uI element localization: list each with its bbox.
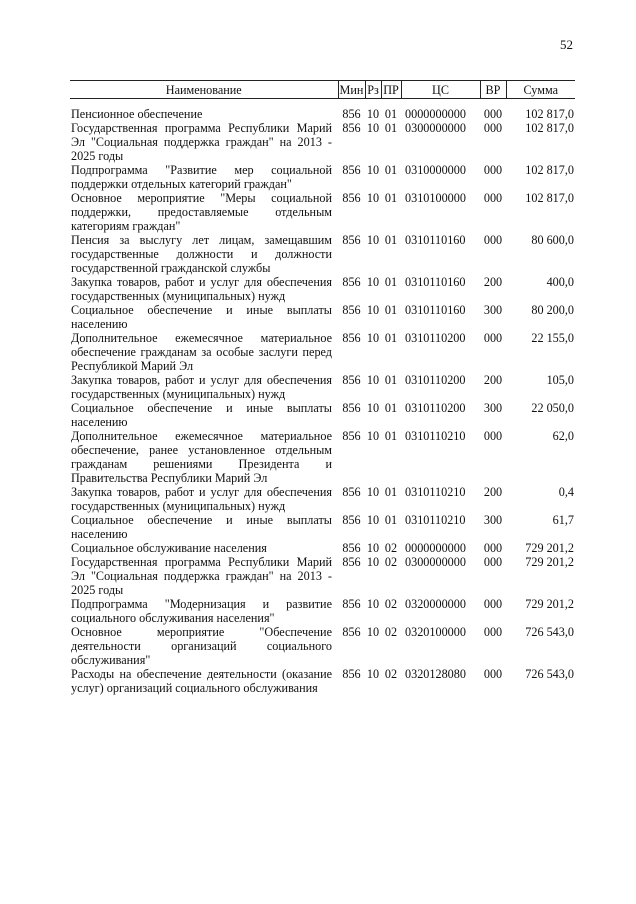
cell-pr: 01 [384,401,398,415]
cell-name: Пенсионное обеспечение [71,107,203,121]
cell-cs: 0310110210 [405,429,466,443]
table-row [70,401,575,429]
cell-pr: 02 [384,597,398,611]
cell-rz: 10 [366,191,380,205]
cell-name: Закупка товаров, работ и услуг для обеспечения государственных (муниципальных) нужд [71,485,332,513]
cell-cs: 0310000000 [405,163,466,177]
cell-rz: 10 [366,513,380,527]
cell-name: Социальное обеспечение и иные выплаты населению [71,401,332,429]
cell-vr: 000 [483,541,503,555]
cell-name: Социальное обеспечение и иные выплаты населению [71,303,332,331]
cell-min: 856 [342,597,361,611]
cell-sum: 102 817,0 [525,107,574,121]
cell-sum: 102 817,0 [525,163,574,177]
cell-cs: 0320000000 [405,597,466,611]
cell-vr: 000 [483,555,503,569]
cell-pr: 01 [384,373,398,387]
cell-pr: 01 [384,303,398,317]
cell-cs: 0310110160 [405,233,466,247]
cell-name: Основное мероприятие "Обеспечение деятельности организаций социального обслуживания" [71,625,332,667]
cell-vr: 000 [483,191,503,205]
cell-vr: 200 [483,485,503,499]
cell-name: Социальное обеспечение и иные выплаты населению [71,513,332,541]
table-row [70,625,575,667]
table-row [70,597,575,625]
cell-vr: 000 [483,625,503,639]
cell-min: 856 [342,541,361,555]
cell-name: Государственная программа Республики Марий Эл "Социальная поддержка граждан" на 2013 - 2025 годы [71,121,332,163]
cell-cs: 0310110210 [405,513,466,527]
cell-cs: 0300000000 [405,121,466,135]
table-row [70,275,575,303]
cell-min: 856 [342,303,361,317]
cell-pr: 01 [384,233,398,247]
cell-min: 856 [342,667,361,681]
table-row [70,121,575,163]
cell-min: 856 [342,163,361,177]
cell-rz: 10 [366,667,380,681]
cell-rz: 10 [366,625,380,639]
table-row [70,303,575,331]
header-name: Наименование [70,81,338,99]
cell-sum: 61,7 [552,513,574,527]
cell-min: 856 [342,625,361,639]
cell-name: Дополнительное ежемесячное материальное обеспечение, ранее установленное отдельным гражданам решениями Президента и Правительства Республики Марий Эл [71,429,332,485]
cell-sum: 102 817,0 [525,121,574,135]
cell-sum: 726 543,0 [525,667,574,681]
cell-min: 856 [342,191,361,205]
cell-min: 856 [342,107,361,121]
cell-cs: 0310110200 [405,401,466,415]
cell-pr: 01 [384,163,398,177]
cell-name: Социальное обслуживание населения [71,541,267,555]
cell-vr: 000 [483,597,503,611]
cell-vr: 300 [483,513,503,527]
cell-sum: 102 817,0 [525,191,574,205]
cell-rz: 10 [366,163,380,177]
budget-table [70,80,575,695]
header-cs: ЦС [401,81,480,99]
header-rz: Рз [365,81,381,99]
cell-rz: 10 [366,555,380,569]
cell-rz: 10 [366,331,380,345]
header-min: Мин [338,81,365,99]
cell-name: Расходы на обеспечение деятельности (оказание услуг) организаций социального обслуживания [71,667,332,695]
cell-min: 856 [342,233,361,247]
cell-pr: 01 [384,513,398,527]
cell-pr: 01 [384,275,398,289]
cell-pr: 01 [384,485,398,499]
cell-name: Подпрограмма "Развитие мер социальной поддержки отдельных категорий граждан" [71,163,332,191]
cell-min: 856 [342,555,361,569]
cell-min: 856 [342,331,361,345]
cell-cs: 0320100000 [405,625,466,639]
table-row [70,233,575,275]
table-row [70,163,575,191]
cell-min: 856 [342,373,361,387]
table-row [70,485,575,513]
table-row [70,331,575,373]
cell-sum: 22 050,0 [531,401,574,415]
cell-rz: 10 [366,107,380,121]
cell-vr: 300 [483,303,503,317]
table-header [70,81,575,108]
cell-vr: 000 [483,667,503,681]
cell-cs: 0000000000 [405,107,466,121]
cell-sum: 729 201,2 [525,541,574,555]
cell-rz: 10 [366,541,380,555]
cell-sum: 22 155,0 [531,331,574,345]
cell-sum: 0,4 [558,485,574,499]
cell-sum: 62,0 [552,429,574,443]
cell-cs: 0310100000 [405,191,466,205]
cell-rz: 10 [366,597,380,611]
cell-name: Закупка товаров, работ и услуг для обеспечения государственных (муниципальных) нужд [71,373,332,401]
cell-vr: 000 [483,121,503,135]
cell-vr: 300 [483,401,503,415]
cell-min: 856 [342,429,361,443]
cell-sum: 105,0 [546,373,574,387]
cell-cs: 0310110200 [405,331,466,345]
cell-name: Закупка товаров, работ и услуг для обеспечения государственных (муниципальных) нужд [71,275,332,303]
cell-min: 856 [342,485,361,499]
cell-pr: 02 [384,667,398,681]
cell-vr: 000 [483,331,503,345]
cell-cs: 0310110160 [405,303,466,317]
cell-rz: 10 [366,485,380,499]
cell-sum: 729 201,2 [525,555,574,569]
cell-pr: 02 [384,625,398,639]
cell-sum: 400,0 [546,275,574,289]
cell-sum: 729 201,2 [525,597,574,611]
cell-rz: 10 [366,121,380,135]
header-vr: ВР [480,81,506,99]
cell-cs: 0310110160 [405,275,466,289]
table-row [70,513,575,541]
cell-pr: 02 [384,541,398,555]
table-row [70,429,575,485]
cell-pr: 01 [384,107,398,121]
cell-rz: 10 [366,303,380,317]
cell-name: Основное мероприятие "Меры социальной поддержки, предоставляемые отдельным категориям граждан" [71,191,332,233]
cell-name: Пенсия за выслугу лет лицам, замещавшим государственные должности и должности государственной гражданской службы [71,233,332,275]
cell-name: Государственная программа Республики Марий Эл "Социальная поддержка граждан" на 2013 - 2025 годы [71,555,332,597]
table-body [70,107,575,695]
page-number: 52 [560,37,573,52]
cell-pr: 01 [384,429,398,443]
cell-pr: 01 [384,121,398,135]
cell-cs: 0310110200 [405,373,466,387]
header-pr: ПР [381,81,401,99]
cell-sum: 80 200,0 [531,303,574,317]
cell-rz: 10 [366,429,380,443]
table-row [70,107,575,121]
cell-min: 856 [342,121,361,135]
cell-rz: 10 [366,401,380,415]
cell-vr: 000 [483,163,503,177]
cell-vr: 000 [483,233,503,247]
cell-pr: 01 [384,191,398,205]
cell-cs: 0310110210 [405,485,466,499]
cell-vr: 200 [483,373,503,387]
cell-min: 856 [342,401,361,415]
cell-vr: 000 [483,429,503,443]
cell-cs: 0000000000 [405,541,466,555]
cell-rz: 10 [366,233,380,247]
cell-sum: 80 600,0 [531,233,574,247]
cell-rz: 10 [366,275,380,289]
table-row [70,191,575,233]
cell-min: 856 [342,275,361,289]
table-row [70,373,575,401]
cell-vr: 200 [483,275,503,289]
table-row [70,541,575,555]
header-sum: Сумма [506,81,575,99]
cell-pr: 02 [384,555,398,569]
cell-cs: 0320128080 [405,667,466,681]
table-row [70,667,575,695]
cell-min: 856 [342,513,361,527]
cell-rz: 10 [366,373,380,387]
cell-sum: 726 543,0 [525,625,574,639]
cell-cs: 0300000000 [405,555,466,569]
cell-name: Подпрограмма "Модернизация и развитие социального обслуживания населения" [71,597,332,625]
table-row [70,555,575,597]
cell-vr: 000 [483,107,503,121]
cell-pr: 01 [384,331,398,345]
cell-name: Дополнительное ежемесячное материальное обеспечение гражданам за особые заслуги перед Республикой Марий Эл [71,331,332,373]
